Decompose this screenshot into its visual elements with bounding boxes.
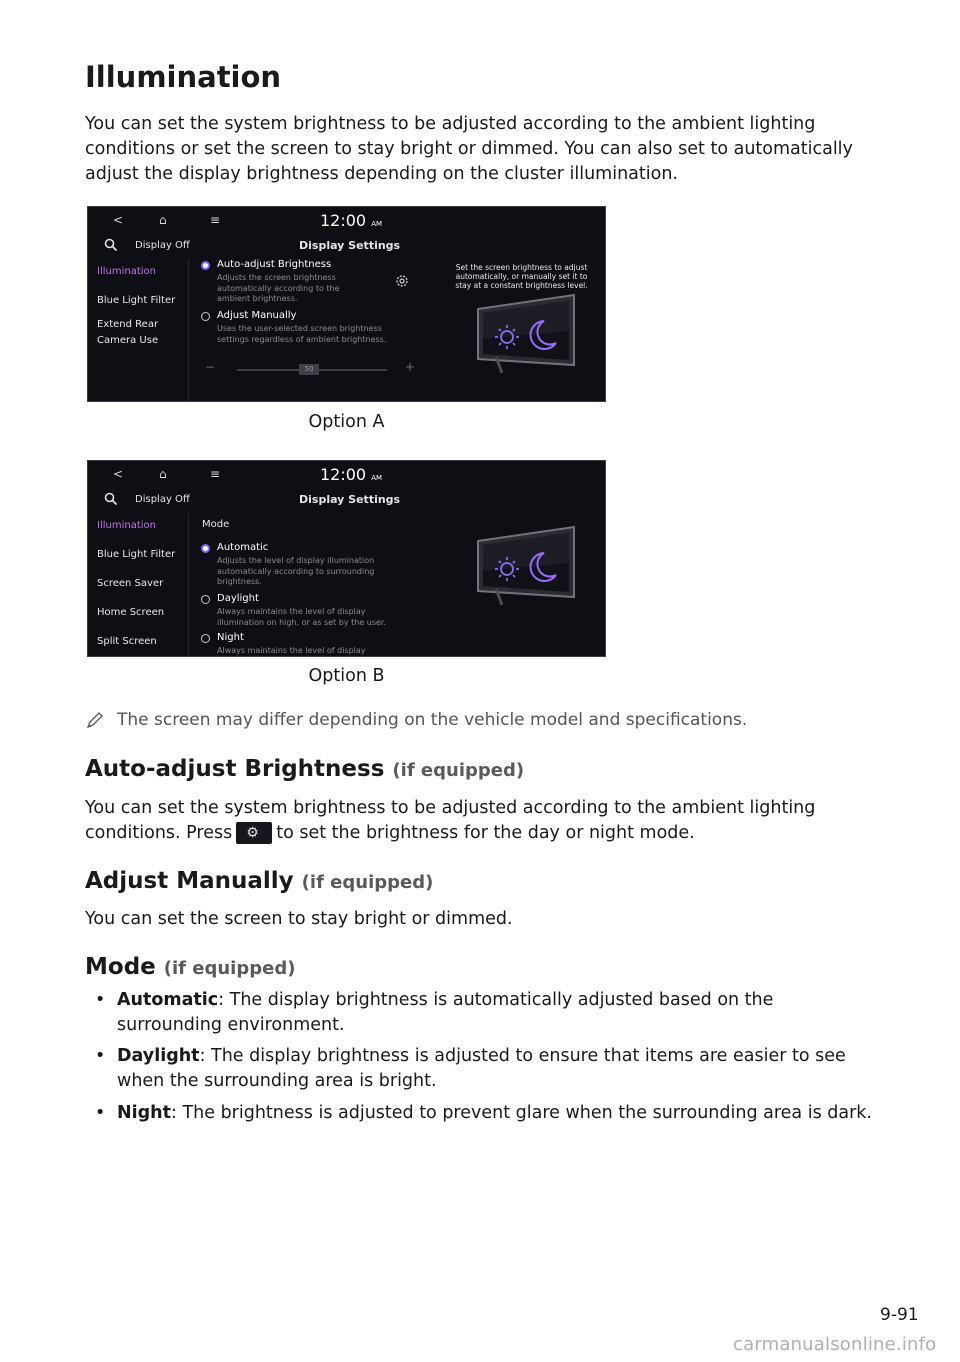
bullet-night: Night: The brightness is adjusted to prevent glare when the surrounding area is dark. [117, 1103, 872, 1123]
radio-daylight[interactable] [201, 595, 210, 604]
menu-item-illumination[interactable]: Illumination [97, 266, 156, 277]
bullet-automatic: Automatic: The display brightness is automatically adjusted based on the surrounding environment. [117, 990, 774, 1035]
settings-menu [88, 513, 188, 657]
divider [188, 513, 189, 657]
radio-adjust-manually[interactable] [201, 312, 210, 321]
menu-item-screen-saver[interactable]: Screen Saver [97, 578, 164, 589]
note-text: The screen may differ depending on the vehicle model and specifications. [117, 710, 748, 730]
page-title: Illumination [85, 60, 282, 94]
option-auto-adjust-title[interactable]: Auto-adjust Brightness [217, 259, 332, 270]
menu-icon[interactable]: ≡ [210, 213, 221, 227]
search-icon[interactable] [104, 238, 118, 255]
mode-label: Mode [202, 519, 230, 530]
back-icon[interactable]: < [113, 467, 124, 481]
search-icon[interactable] [104, 492, 118, 509]
menu-icon[interactable]: ≡ [210, 467, 221, 481]
caption-option-a: Option A [308, 412, 385, 432]
option-automatic-desc: Adjusts the level of display illumination automatically according to surrounding brightness. [217, 556, 375, 586]
bullet-dot: • [95, 1046, 106, 1066]
menu-item-home-screen[interactable]: Home Screen [97, 607, 165, 618]
intro-paragraph: You can set the system brightness to be adjusted according to the ambient lighting conditions or set the screen to stay bright or dimmed. You can also set to automatically adjust the display brightness depending on the cluster illumination. [85, 114, 853, 184]
search-row [88, 491, 605, 513]
menu-item-extend-rear[interactable]: Extend Rear [97, 319, 159, 330]
menu-item-illumination[interactable]: Illumination [97, 520, 156, 531]
bullet-dot: • [95, 1103, 106, 1123]
screen-title: Display Settings [299, 493, 401, 506]
menu-item-split-screen[interactable]: Split Screen [97, 636, 157, 647]
option-night-title[interactable]: Night [217, 632, 244, 643]
clock: 12:00 AM [320, 211, 383, 230]
clock: 12:00 AM [320, 465, 383, 484]
radio-automatic[interactable] [201, 544, 210, 553]
bullet-dot: • [95, 990, 106, 1010]
inline-gear-button [236, 822, 272, 844]
heading-mode: Mode (if equipped) [85, 954, 296, 980]
display-off-button[interactable]: Display Off [135, 240, 190, 251]
page-number: 9-91 [880, 1305, 919, 1325]
brightness-slider[interactable] [205, 360, 416, 377]
watermark: carmanualsonline.info [733, 1334, 937, 1355]
monitor-illustration [466, 293, 581, 375]
screenshot-option-b [87, 460, 606, 657]
option-adjust-manually-title[interactable]: Adjust Manually [217, 310, 297, 321]
slider-plus-button[interactable]: + [405, 360, 416, 374]
menu-item-blue-light-filter[interactable]: Blue Light Filter [97, 295, 176, 306]
radio-auto-adjust[interactable] [201, 261, 210, 270]
option-daylight-title[interactable]: Daylight [217, 593, 259, 604]
option-daylight-desc: Always maintains the level of display illumination on high, or as set by the user. [217, 607, 387, 627]
auto-adjust-paragraph: You can set the system brightness to be adjusted according to the ambient lighting conditions. Press ⚙ to set the brightness for the day or night mode. [85, 798, 816, 843]
menu-item-camera-use[interactable]: Camera Use [97, 335, 159, 346]
top-bar [88, 461, 605, 491]
radio-night[interactable] [201, 634, 210, 643]
gear-icon: ⚙ [246, 825, 259, 841]
divider [188, 259, 189, 402]
option-adjust-manually-desc: Uses the user-selected screen brightness settings regardless of ambient brightness. [217, 324, 387, 344]
gear-icon[interactable] [394, 273, 410, 293]
home-icon[interactable]: ⌂ [159, 467, 167, 481]
slider-minus-button[interactable]: − [205, 360, 216, 374]
heading-adjust-manually: Adjust Manually (if equipped) [85, 868, 434, 894]
display-off-button[interactable]: Display Off [135, 494, 190, 505]
top-bar [88, 207, 605, 237]
adjust-manually-paragraph: You can set the screen to stay bright or dimmed. [85, 909, 513, 929]
caption-option-b: Option B [308, 666, 385, 686]
heading-auto-adjust: Auto-adjust Brightness (if equipped) [85, 756, 525, 782]
option-night-desc: Always maintains the level of display [217, 646, 366, 655]
slider-knob[interactable]: 50 [299, 364, 319, 375]
back-icon[interactable]: < [113, 213, 124, 227]
setting-note: Set the screen brightness to adjust automatically, or manually set it to stay at a constant brightness level. [455, 263, 588, 290]
home-icon[interactable]: ⌂ [159, 213, 167, 227]
screenshot-option-a [87, 206, 606, 402]
screen-title: Display Settings [299, 239, 401, 252]
settings-menu [88, 259, 188, 402]
menu-item-blue-light-filter[interactable]: Blue Light Filter [97, 549, 176, 560]
search-row [88, 237, 605, 259]
bullet-daylight: Daylight: The display brightness is adjusted to ensure that items are easier to see when the surrounding area is bright. [117, 1046, 846, 1091]
option-automatic-title[interactable]: Automatic [217, 542, 269, 553]
option-auto-adjust-desc: Adjusts the screen brightness automatically according to the ambient brightness. [217, 273, 340, 303]
monitor-illustration [466, 525, 581, 607]
note-pencil-icon [85, 710, 105, 730]
